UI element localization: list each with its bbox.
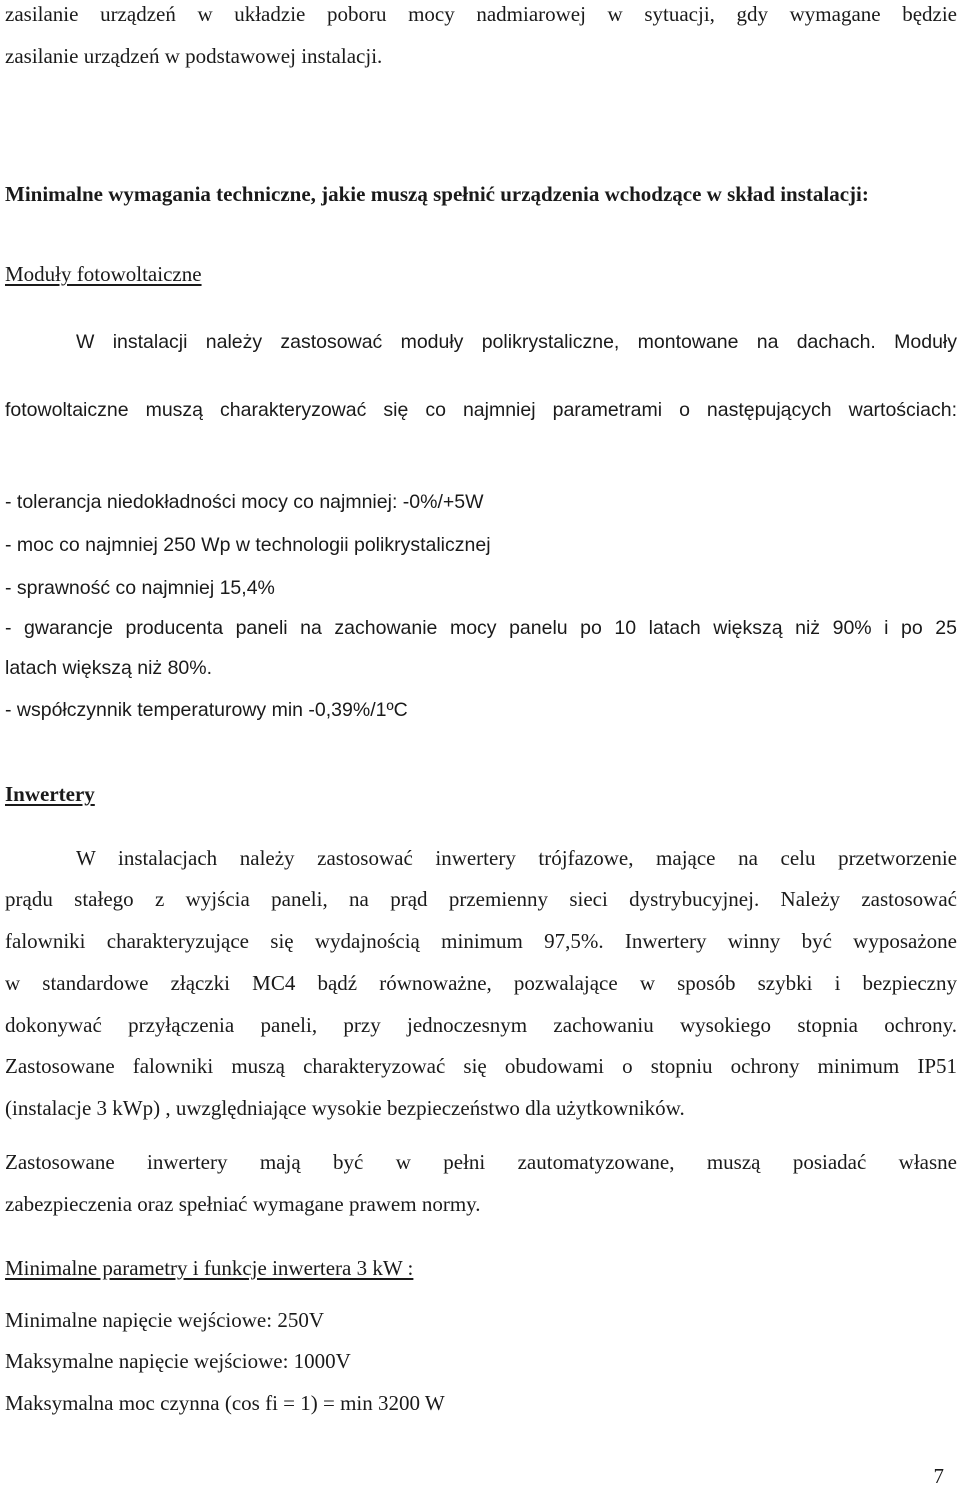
inverters-heading: Inwertery [5, 782, 95, 806]
inverter-param-max-power: Maksymalna moc czynna (cos fi = 1) = min 3200 W [5, 1391, 445, 1415]
pv-item-warranty: - gwarancje producenta paneli na zachowanie mocy panelu po 10 latach większą niż 90% i po 25 [5, 617, 957, 639]
inverters-para1-line-2: prądu stałego z wyjścia paneli, na prąd przemienny sieci dystrybucyjnej. Należy zastosować [5, 887, 957, 911]
inverters-para2-line-1: Zastosowane inwertery mają być w pełni zautomatyzowane, muszą posiadać własne [5, 1150, 957, 1174]
inverters-para1-line-3: falowniki charakteryzujące się wydajnością minimum 97,5%. Inwertery winny być wyposażone [5, 929, 957, 953]
requirements-heading: Minimalne wymagania techniczne, jakie muszą spełnić urządzenia wchodzące w skład instalacji: [5, 182, 869, 206]
intro-line-2: zasilanie urządzeń w podstawowej instalacji. [5, 44, 383, 68]
pv-item-warranty-cont: latach większą niż 80%. [5, 657, 213, 679]
inverter-params-heading: Minimalne parametry i funkcje inwertera 3 kW : [5, 1256, 414, 1280]
page-number: 7 [933, 1464, 944, 1488]
inverters-para1-line-1: W instalacjach należy zastosować inwertery trójfazowe, mające na celu przetworzenie [76, 846, 957, 870]
inverters-para1-line-7: (instalacje 3 kWp) , uwzględniające wysokie bezpieczeństwo dla użytkowników. [5, 1096, 685, 1120]
pv-item-efficiency: - sprawność co najmniej 15,4% [5, 577, 275, 599]
pv-para-line-1: W instalacji należy zastosować moduły polikrystaliczne, montowane na dachach. Moduły [76, 331, 957, 353]
inverter-param-min-voltage: Minimalne napięcie wejściowe: 250V [5, 1308, 324, 1332]
pv-item-power: - moc co najmniej 250 Wp w technologii polikrystalicznej [5, 534, 491, 556]
inverters-para2-line-2: zabezpieczenia oraz spełniać wymagane prawem normy. [5, 1192, 481, 1216]
pv-para-line-2: fotowoltaiczne muszą charakteryzować się co najmniej parametrami o następujących wartościach: [5, 399, 957, 421]
inverter-param-max-voltage: Maksymalne napięcie wejściowe: 1000V [5, 1349, 351, 1373]
pv-item-tolerance: - tolerancja niedokładności mocy co najmniej: -0%/+5W [5, 491, 484, 513]
inverters-para1-line-6: Zastosowane falowniki muszą charakteryzować się obudowami o stopniu ochrony minimum IP51 [5, 1054, 957, 1078]
inverters-para1-line-4: w standardowe złączki MC4 bądź równoważne, pozwalające w sposób szybki i bezpieczny [5, 971, 957, 995]
pv-item-temp-coeff: - współczynnik temperaturowy min -0,39%/1ºC [5, 699, 408, 721]
intro-line-1: zasilanie urządzeń w układzie poboru mocy nadmiarowej w sytuacji, gdy wymagane będzie [5, 2, 957, 26]
inverters-para1-line-5: dokonywać przyłączenia paneli, przy jednoczesnym zachowaniu wysokiego stopnia ochrony. [5, 1013, 957, 1037]
pv-modules-heading: Moduły fotowoltaiczne [5, 262, 202, 286]
